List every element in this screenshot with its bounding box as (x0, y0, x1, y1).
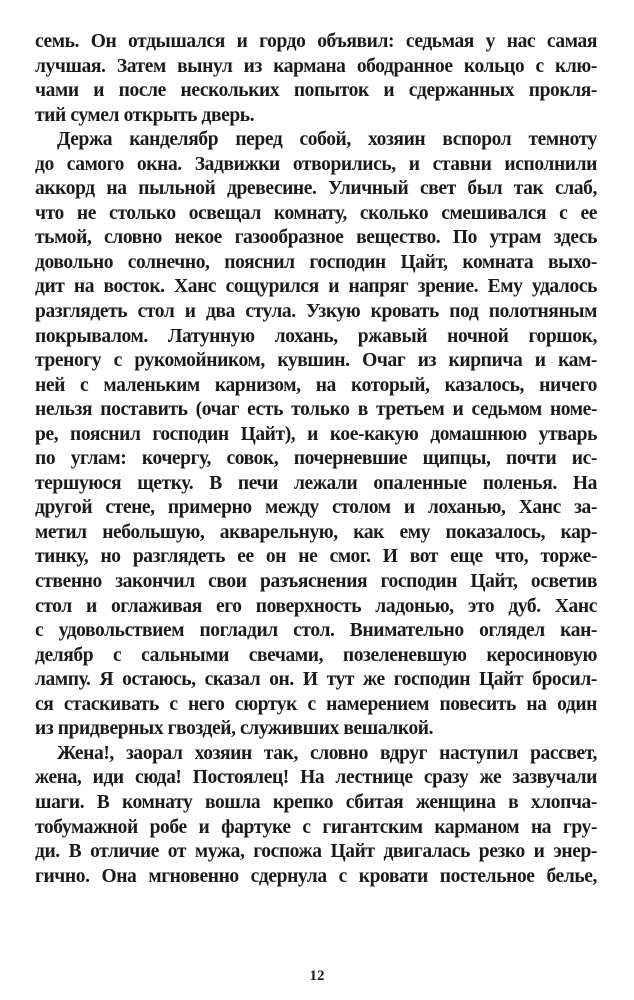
text-line: чами и после нескольких попыток и сдержанных прокля- (35, 80, 597, 102)
text-line: тобумажной робе и фартуке с гигантским карманом на гру- (35, 816, 597, 838)
text-line: треногу с рукомойником, кувшин. Очаг из кирпича и кам- (35, 350, 597, 372)
text-line: стол и оглаживая его поверхность ладонью, это дуб. Ханс (35, 595, 597, 617)
text-line: покрывалом. Латунную лохань, ржавый ночной горшок, (35, 325, 597, 347)
text-line: ственно закончил свои разъяснения господин Цайт, осветив (35, 571, 597, 593)
page-number: 12 (309, 968, 325, 984)
text-line: Жена!, заорал хозяин так, словно вдруг наступил рассвет, (57, 742, 597, 764)
text-line: делябр с сальными свечами, позеленевшую керосиновую (35, 644, 597, 666)
text-line: ся стаскивать с него сюртук с намерением повесить на один (35, 693, 597, 715)
text-line: тершуюся щетку. В печи лежали опаленные поленья. На (35, 472, 597, 494)
paragraph (35, 30, 597, 128)
text-line: по углам: кочергу, совок, почерневшие щипцы, почти ис- (35, 448, 597, 470)
text-line: Держа канделябр перед собой, хозяин вспорол темноту (57, 129, 597, 151)
text-line: другой стене, примерно между столом и лоханью, Ханс за- (35, 497, 597, 519)
text-line: что не столько освещал комнату, сколько смешивался с ее (35, 202, 597, 224)
text-line: тинку, но разглядеть ее он не смог. И вот еще что, торже- (35, 546, 597, 568)
text-line: лампу. Я остаюсь, сказал он. И тут же господин Цайт бросил- (35, 669, 597, 691)
text-line: ди. В отличие от мужа, госпожа Цайт двигалась резко и энер- (35, 841, 597, 863)
text-line: до самого окна. Задвижки отворились, и ставни исполнили (35, 153, 597, 175)
text-line: дит на восток. Ханс сощурился и напряг зрение. Ему удалось (35, 276, 597, 298)
text-line: тий сумел открыть дверь. (35, 104, 255, 126)
text-line: из придверных гвоздей, служивших вешалкой. (35, 718, 434, 740)
text-line: лучшая. Затем вынул из кармана ободранное кольцо с клю- (35, 55, 597, 77)
text-line: шаги. В комнату вошла крепко сбитая женщина в хлопча- (35, 791, 597, 813)
text-line: ре, пояснил господин Цайт), и кое-какую домашнюю утварь (35, 423, 597, 445)
text-line: разглядеть стол и два стула. Узкую кровать под полотняным (35, 301, 597, 323)
text-line: метил небольшую, акварельную, как ему показалось, кар- (35, 521, 597, 543)
text-line: с удовольствием погладил стол. Внимательно оглядел кан- (35, 620, 597, 642)
text-line: тьмой, словно некое газообразное вещество. По утрам здесь (35, 227, 597, 249)
text-line: аккорд на пыльной древесине. Уличный свет был так слаб, (35, 178, 597, 200)
text-line: семь. Он отдышался и гордо объявил: седьмая у нас самая (35, 31, 597, 52)
book-page-text (35, 30, 597, 889)
text-line: довольно солнечно, пояснил господин Цайт, комната выхо- (35, 251, 597, 273)
text-line: ней с маленьким карнизом, на который, казалось, ничего (35, 374, 597, 396)
paragraph (35, 742, 597, 889)
text-line: жена, иди сюда! Постоялец! На лестнице сразу же зазвучали (35, 767, 597, 789)
text-line: гично. Она мгновенно сдернула с кровати постельное белье, (35, 865, 597, 887)
paragraph (35, 128, 597, 742)
text-line: нельзя поставить (очаг есть только в третьем и седьмом номе- (35, 399, 597, 421)
